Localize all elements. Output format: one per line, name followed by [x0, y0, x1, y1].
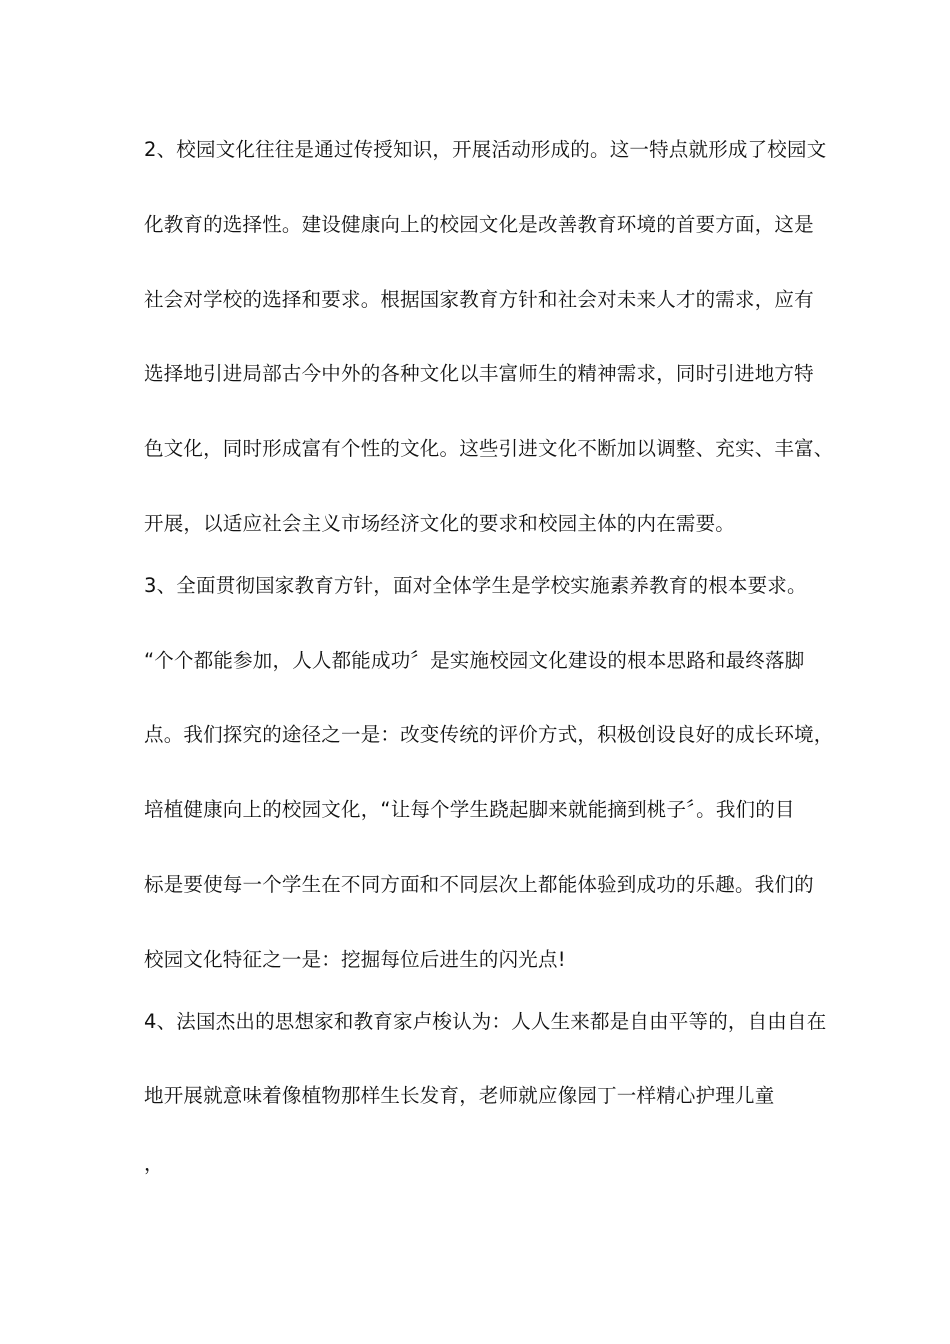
- text-line: 培植健康向上的校园文化，“让每个学生跷起脚来就能摘到桃子〞。我们的目: [144, 798, 795, 821]
- text-line: 点。我们探究的途径之一是：改变传统的评价方式，积极创设良好的成长环境，: [144, 723, 834, 746]
- text-line: 色文化，同时形成富有个性的文化。这些引进文化不断加以调整、充实、丰富、: [144, 437, 834, 460]
- text-line: 化教育的选择性。建设健康向上的校园文化是改善教育环境的首要方面，这是: [144, 213, 814, 236]
- text-line: ，: [144, 1152, 164, 1175]
- text-line: 标是要使每一个学生在不同方面和不同层次上都能体验到成功的乐趣。我们的: [144, 873, 814, 896]
- text-line: 社会对学校的选择和要求。根据国家教育方针和社会对未来人才的需求，应有: [144, 288, 814, 311]
- text-line: 选择地引进局部古今中外的各种文化以丰富师生的精神需求，同时引进地方特: [144, 362, 814, 385]
- text-line: 3、全面贯彻国家教育方针，面对全体学生是学校实施素养教育的根本要求。: [144, 574, 807, 597]
- text-line: 校园文化特征之一是：挖掘每位后进生的闪光点!: [144, 948, 566, 971]
- text-line: “个个都能参加，人人都能成功〞是实施校园文化建设的根本思路和最终落脚: [144, 649, 805, 672]
- text-line: 开展，以适应社会主义市场经济文化的要求和校园主体的内在需要。: [144, 512, 736, 535]
- text-line: 4、法国杰出的思想家和教育家卢梭认为：人人生来都是自由平等的，自由自在: [144, 1010, 827, 1033]
- text-line: 地开展就意味着像植物那样生长发育，老师就应像园丁一样精心护理儿童: [144, 1084, 775, 1107]
- text-line: 2、校园文化往往是通过传授知识，开展活动形成的。这一特点就形成了校园文: [144, 138, 827, 161]
